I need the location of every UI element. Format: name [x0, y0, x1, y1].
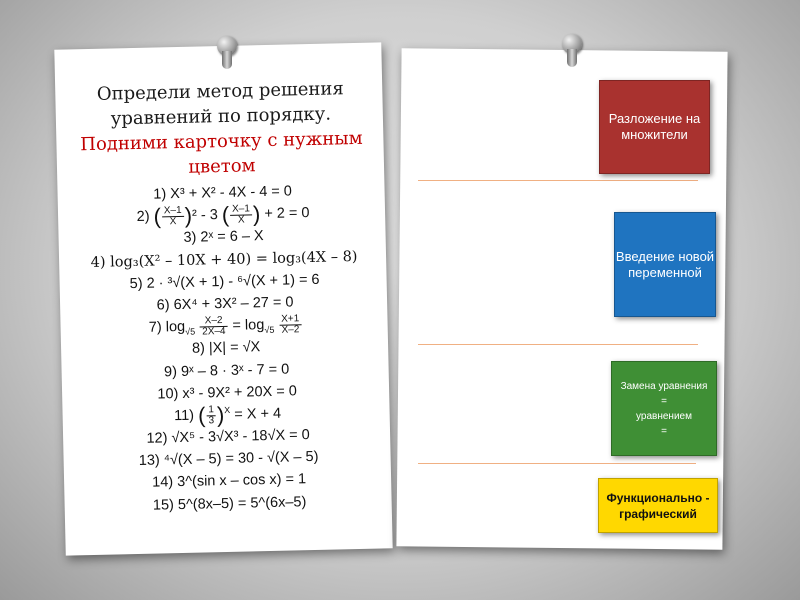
task-title — [70, 76, 372, 183]
push-pin-icon — [216, 36, 238, 70]
eq7-fraction-2: $\frac{X+1}{X-2}$ — [281, 313, 300, 336]
eq11-prefix: 11) — [173, 407, 195, 425]
eq2-middle: ² - 3 — [191, 207, 219, 224]
eq7-prefix: 7) log — [148, 319, 186, 336]
eq2-suffix: + 2 = 0 — [264, 205, 310, 223]
option-graphical-label: Функционально - графический — [606, 490, 710, 521]
title-line-2: уравнений по порядку. — [110, 103, 332, 130]
eq2-fraction-1: $\frac{X-1}{X}$ — [162, 206, 184, 227]
option-graphical[interactable] — [598, 478, 718, 533]
option-new-variable[interactable] — [614, 212, 716, 317]
equation-12: 12) √X⁵ - 3√X³ - 18√X = 0 — [146, 427, 310, 447]
eq7-base-1: √5 — [185, 326, 196, 337]
equation-2: 2) ( $\frac{X-1}{X}$ )² - 3 ( $\frac{X-1}{X}$ ) + 2 = 0 — [136, 201, 310, 229]
divider-line — [418, 463, 696, 464]
equation-4: 4) log₃(X² – 10X + 40) = log₃(4X – 8) — [90, 248, 358, 271]
eq11-fraction: $\frac{1}{3}$ — [208, 403, 215, 426]
equations-card — [54, 42, 392, 555]
eq11-exponent: X — [224, 404, 231, 416]
equation-10: 10) x³ - 9X² + 20X = 0 — [157, 383, 298, 403]
equation-3: 3) 2ˣ = 6 – X — [183, 228, 264, 247]
divider-line — [418, 180, 698, 181]
title-line-4: цветом — [188, 155, 256, 178]
option-replacement-line-4: = — [661, 425, 667, 437]
option-new-variable-label: Введение новой переменной — [615, 248, 715, 280]
title-line-3: Подними карточку с нужным — [80, 127, 363, 156]
equation-9: 9) 9ˣ – 8 · 3ˣ - 7 = 0 — [163, 361, 290, 380]
equation-6: 6) 6X⁴ + 3X² – 27 = 0 — [156, 294, 294, 314]
eq11-suffix: = X + 4 — [234, 405, 282, 423]
push-pin-icon — [561, 34, 583, 68]
option-replacement-line-1: Замена уравнения — [620, 380, 708, 392]
option-factorization[interactable] — [599, 80, 710, 174]
equation-list — [82, 179, 369, 518]
equation-14: 14) 3^(sin x – cos x) = 1 — [152, 471, 307, 492]
equation-5: 5) 2 · ³√(X + 1) - ⁶√(X + 1) = 6 — [129, 271, 320, 292]
equation-15: 15) 5^(8x–5) = 5^(6x–5) — [152, 493, 307, 514]
eq7-middle: = log — [232, 317, 265, 334]
option-factorization-label: Разложение на множители — [608, 111, 701, 142]
option-replacement-line-3: уравнением — [636, 410, 692, 422]
equation-11: 11) ( $\frac{1}{3}$ )$^X$ = X + 4 — [173, 402, 282, 428]
equation-13: 13) ⁴√(X – 5) = 30 - √(X – 5) — [138, 449, 319, 470]
eq2-fraction-2: $\frac{X-1}{X}$ — [230, 204, 252, 225]
equation-1: 1) X³ + X² - 4X - 4 = 0 — [153, 183, 293, 203]
divider-line — [418, 344, 698, 345]
eq7-fraction-1: $\frac{X-2}{2X-4}$ — [200, 316, 228, 338]
eq2-prefix: 2) — [136, 208, 150, 226]
eq7-base-2: √5 — [264, 324, 275, 336]
title-line-1: Определи метод решения — [96, 78, 344, 105]
option-equation-replacement[interactable] — [611, 361, 717, 456]
option-replacement-line-2: = — [661, 395, 667, 407]
equation-8: 8) |X| = √X — [191, 339, 261, 358]
